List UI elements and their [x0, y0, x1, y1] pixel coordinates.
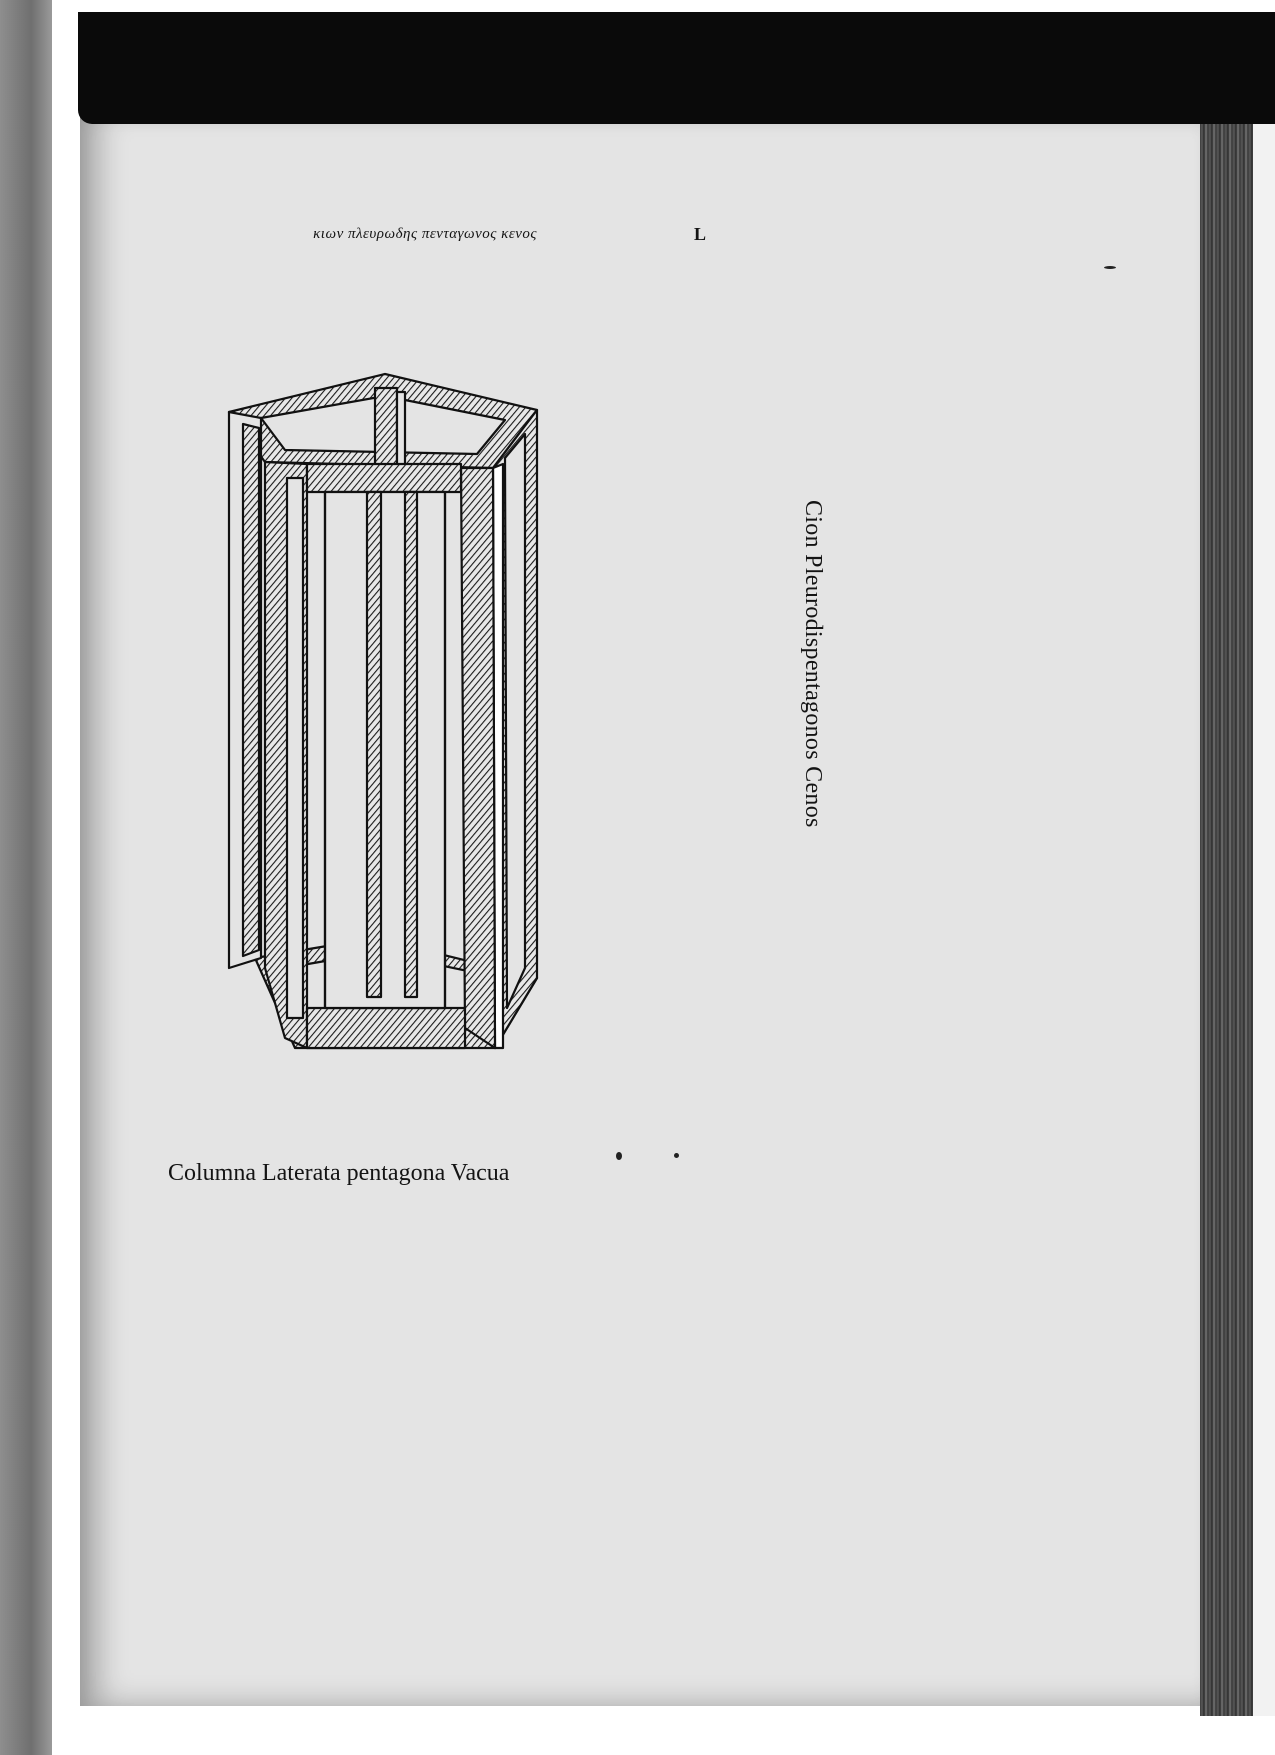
ink-speck [674, 1153, 679, 1158]
running-header: κιων πλευρωδης πενταγωνος κενος [313, 226, 537, 242]
ink-speck [1104, 266, 1116, 269]
page-edges [1200, 106, 1275, 1716]
figure-caption: Columna Laterata pentagona Vacua [168, 1160, 510, 1186]
page-number: L [694, 224, 707, 244]
scanner-edge-left [0, 0, 52, 1755]
ink-speck [616, 1152, 622, 1160]
side-title: Cion Pleurodispentagonos Cenos [800, 500, 826, 828]
top-dark-bar [78, 12, 1275, 124]
hollow-pentagonal-column-illustration [225, 368, 555, 1068]
